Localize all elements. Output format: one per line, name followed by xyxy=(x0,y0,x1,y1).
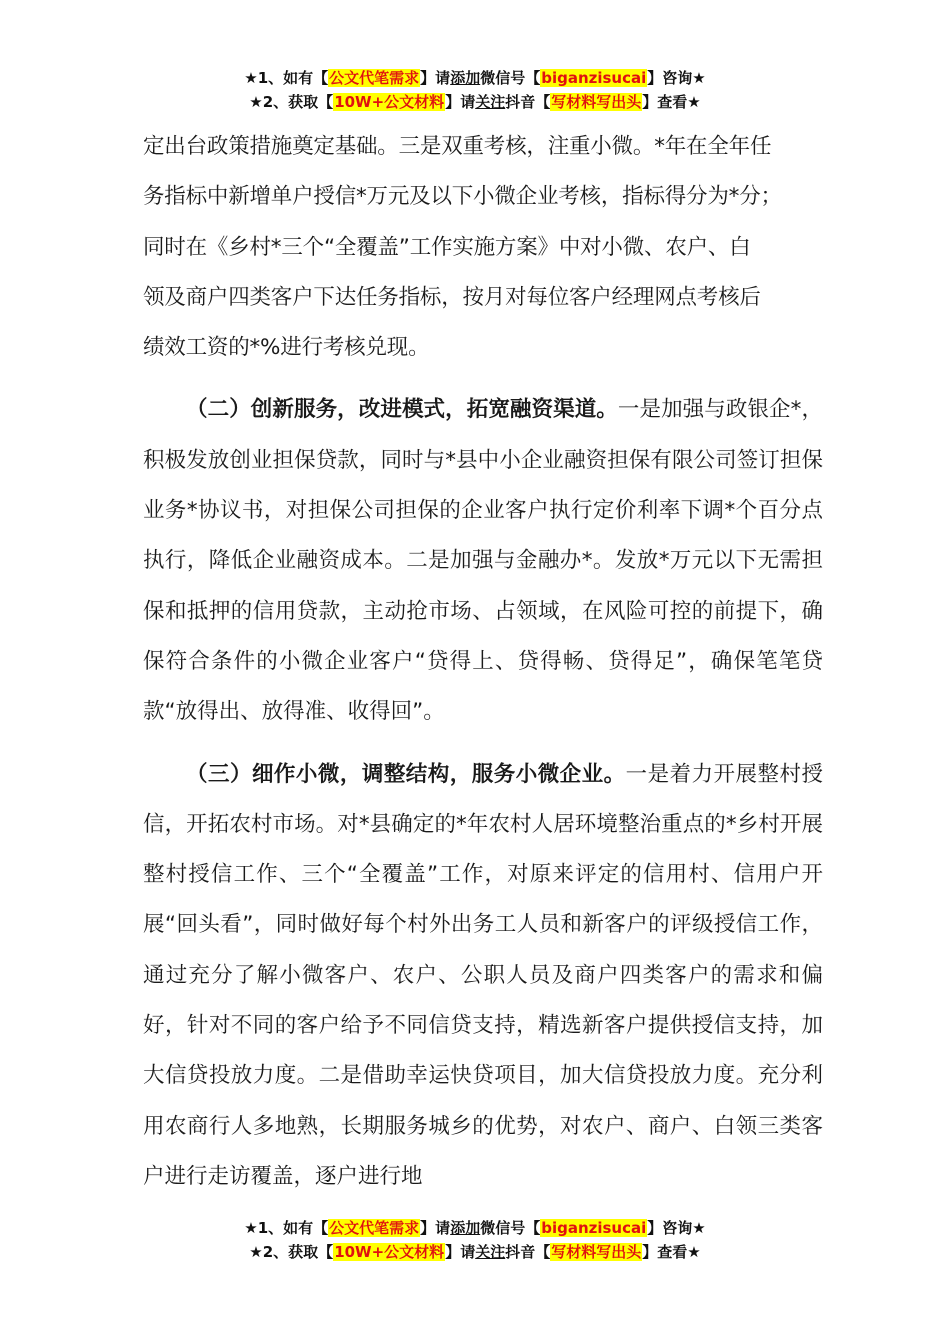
banner-text: 】查看★ xyxy=(642,1243,701,1261)
banner-underline: 关注 xyxy=(475,93,506,111)
banner-text: 微信号【 xyxy=(480,69,541,87)
banner-highlight: 公文代笔需求 xyxy=(329,69,420,87)
banner-text: ★1、如有【 xyxy=(244,69,329,87)
section-text: 一是着力开展整村授信，开拓农村市场。对*县确定的*年农村人居环境整治重点的*乡村开展整村授信工作、三个“全覆盖”工作，对原来评定的信用村、信用户开展“回头看”，同时做好每个村外出务工人员和新客户的评级授信工作，通过充分了解小微客户、农户、公职人员及商户四类客户的需求和偏好，针对不同的客户给予不同信贷支持，精选新客户提供授信支持，加大信贷投放力度。二是借助幸运快贷项目，加大信贷投放力度。充分利用农商行人多地熟，长期服务城乡的优势，对农户、商户、白领三类客户进行走访覆盖，逐户进行地 xyxy=(143,761,823,1189)
banner-line-1 xyxy=(0,1216,950,1240)
banner-highlight: 公文代笔需求 xyxy=(329,1219,420,1237)
section-text: 一是加强与政银企*，积极发放创业担保贷款，同时与*县中小企业融资担保有限公司签订担保业务*协议书，对担保公司担保的企业客户执行定价利率下调*个百分点执行，降低企业融资成本。二是加强与金融办*。发放*万元以下无需担保和抵押的信用贷款，主动抢市场、占领域，在风险可控的前提下，确保符合条件的小微企业客户“贷得上、贷得畅、贷得足”，确保笔笔贷款“放得出、放得准、收得回”。 xyxy=(143,397,823,725)
banner-text: 】请 xyxy=(420,1219,451,1237)
banner-highlight: biganzisucai xyxy=(541,1219,647,1237)
banner-text: 】请 xyxy=(445,1243,476,1261)
banner-underline: 添加 xyxy=(450,1219,481,1237)
text-line: 定出台政策措施奠定基础。三是双重考核，注重小微。*年在全年任 xyxy=(143,134,772,159)
document-body xyxy=(143,122,823,1202)
banner-text: ★2、获取【 xyxy=(249,1243,334,1261)
banner-highlight: 10W+公文材料 xyxy=(334,1243,445,1261)
banner-highlight: 写材料写出头 xyxy=(551,93,642,111)
text-line: 务指标中新增单户授信*万元及以下小微企业考核，指标得分为*分； xyxy=(143,184,782,210)
banner-underline: 关注 xyxy=(475,1243,506,1261)
text-line: 绩效工资的*%进行考核兑现。 xyxy=(143,335,430,361)
banner-text: 抖音【 xyxy=(505,93,551,111)
banner-highlight: 10W+公文材料 xyxy=(334,93,445,111)
banner-text: 】咨询★ xyxy=(647,1219,706,1237)
section-heading: （二）创新服务，改进模式，拓宽融资渠道。 xyxy=(186,397,618,423)
banner-text: 】请 xyxy=(445,93,476,111)
paragraph-continuation xyxy=(143,122,823,373)
text-line: 领及商户四类客户下达任务指标，按月对每位客户经理网点考核后 xyxy=(143,284,761,310)
banner-text: 】请 xyxy=(420,69,451,87)
banner-line-2 xyxy=(0,90,950,114)
banner-text: 微信号【 xyxy=(480,1219,541,1237)
banner-line-1 xyxy=(0,66,950,90)
paragraph-section-3 xyxy=(143,750,823,1203)
banner-text: 抖音【 xyxy=(505,1243,551,1261)
text-line: 同时在《乡村*三个“全覆盖”工作实施方案》中对小微、农户、白 xyxy=(143,234,751,260)
banner-text: 】查看★ xyxy=(642,93,701,111)
paragraph-section-2 xyxy=(143,385,823,737)
banner-text: ★1、如有【 xyxy=(244,1219,329,1237)
banner-text: 】咨询★ xyxy=(647,69,706,87)
bottom-banner xyxy=(0,1216,950,1264)
banner-highlight: 写材料写出头 xyxy=(551,1243,642,1261)
banner-underline: 添加 xyxy=(450,69,481,87)
banner-highlight: biganzisucai xyxy=(541,69,647,87)
banner-text: ★2、获取【 xyxy=(249,93,334,111)
top-banner xyxy=(0,66,950,114)
banner-line-2 xyxy=(0,1240,950,1264)
section-heading: （三）细作小微，调整结构，服务小微企业。 xyxy=(186,761,626,787)
